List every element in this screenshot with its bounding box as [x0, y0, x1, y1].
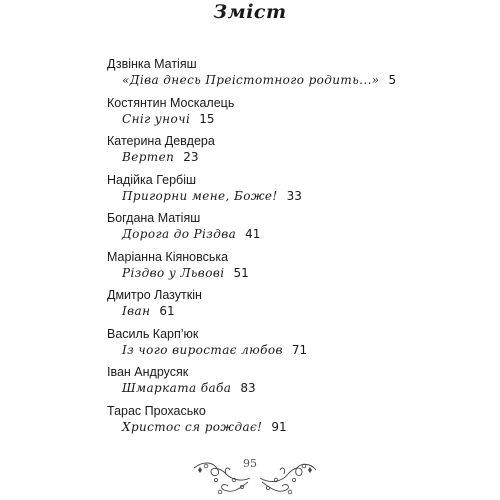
entry-title: «Діва днесь Преістотного родить...» [122, 73, 380, 87]
entry-work-line [107, 419, 477, 436]
toc-entry [107, 365, 477, 404]
entry-title: Різдво у Львові [122, 265, 225, 280]
entry-author: Костянтин Москалець [107, 95, 235, 110]
entry-page-number: 51 [233, 265, 249, 280]
entry-author: Тарас Прохасько [107, 403, 206, 418]
entry-author: Маріанна Кіяновська [107, 249, 229, 264]
entry-title: Із чого виростає любов [122, 342, 283, 357]
entry-work-line [107, 226, 477, 243]
entry-title: Шмарката баба [122, 381, 232, 395]
table-of-contents [107, 57, 477, 442]
entry-work-line [107, 380, 477, 397]
toc-entry [107, 327, 477, 366]
entry-page-number: 91 [271, 419, 287, 434]
entry-title: Дорога до Різдва [122, 227, 237, 241]
toc-entry [107, 404, 477, 443]
entry-title: Христос ся рождає! [122, 419, 263, 434]
entry-page-number: 83 [240, 381, 256, 395]
entry-page-number: 33 [286, 188, 302, 203]
entry-author: Іван Андрусяк [107, 365, 189, 379]
toc-entry [107, 250, 477, 289]
entry-author: Дмитро Лазуткін [107, 288, 202, 302]
entry-page-number: 15 [199, 111, 215, 126]
entry-page-number: 5 [388, 73, 397, 87]
toc-entry [107, 134, 477, 173]
toc-entry [107, 288, 477, 327]
entry-author: Надійка Гербіш [107, 172, 197, 187]
entry-page-number: 41 [245, 227, 261, 241]
entry-page-number: 71 [291, 342, 308, 357]
toc-entry [107, 96, 477, 135]
entry-author: Василь Карп’юк [107, 326, 199, 341]
entry-work-line [107, 265, 477, 282]
toc-entry [107, 57, 477, 96]
entry-work-line [107, 72, 477, 89]
entry-work-line [107, 111, 477, 128]
entry-page-number: 61 [159, 304, 175, 318]
entry-work-line [107, 342, 477, 359]
entry-work-line [107, 303, 477, 320]
page-title: Зміст [213, 1, 287, 23]
toc-entry [107, 173, 477, 212]
entry-page-number: 23 [183, 150, 199, 164]
entry-work-line [107, 188, 477, 205]
entry-author: Катерина Девдера [107, 134, 215, 148]
entry-title: Сніг уночі [122, 111, 191, 126]
entry-author: Дзвінка Матіяш [107, 57, 197, 71]
entry-author: Богдана Матіяш [107, 211, 201, 225]
entry-title: Іван [122, 304, 151, 318]
page-number: 95 [243, 457, 257, 470]
entry-work-line [107, 149, 477, 166]
toc-entry [107, 211, 477, 250]
entry-title: Пригорни мене, Боже! [122, 188, 278, 203]
entry-title: Вертеп [122, 150, 175, 164]
